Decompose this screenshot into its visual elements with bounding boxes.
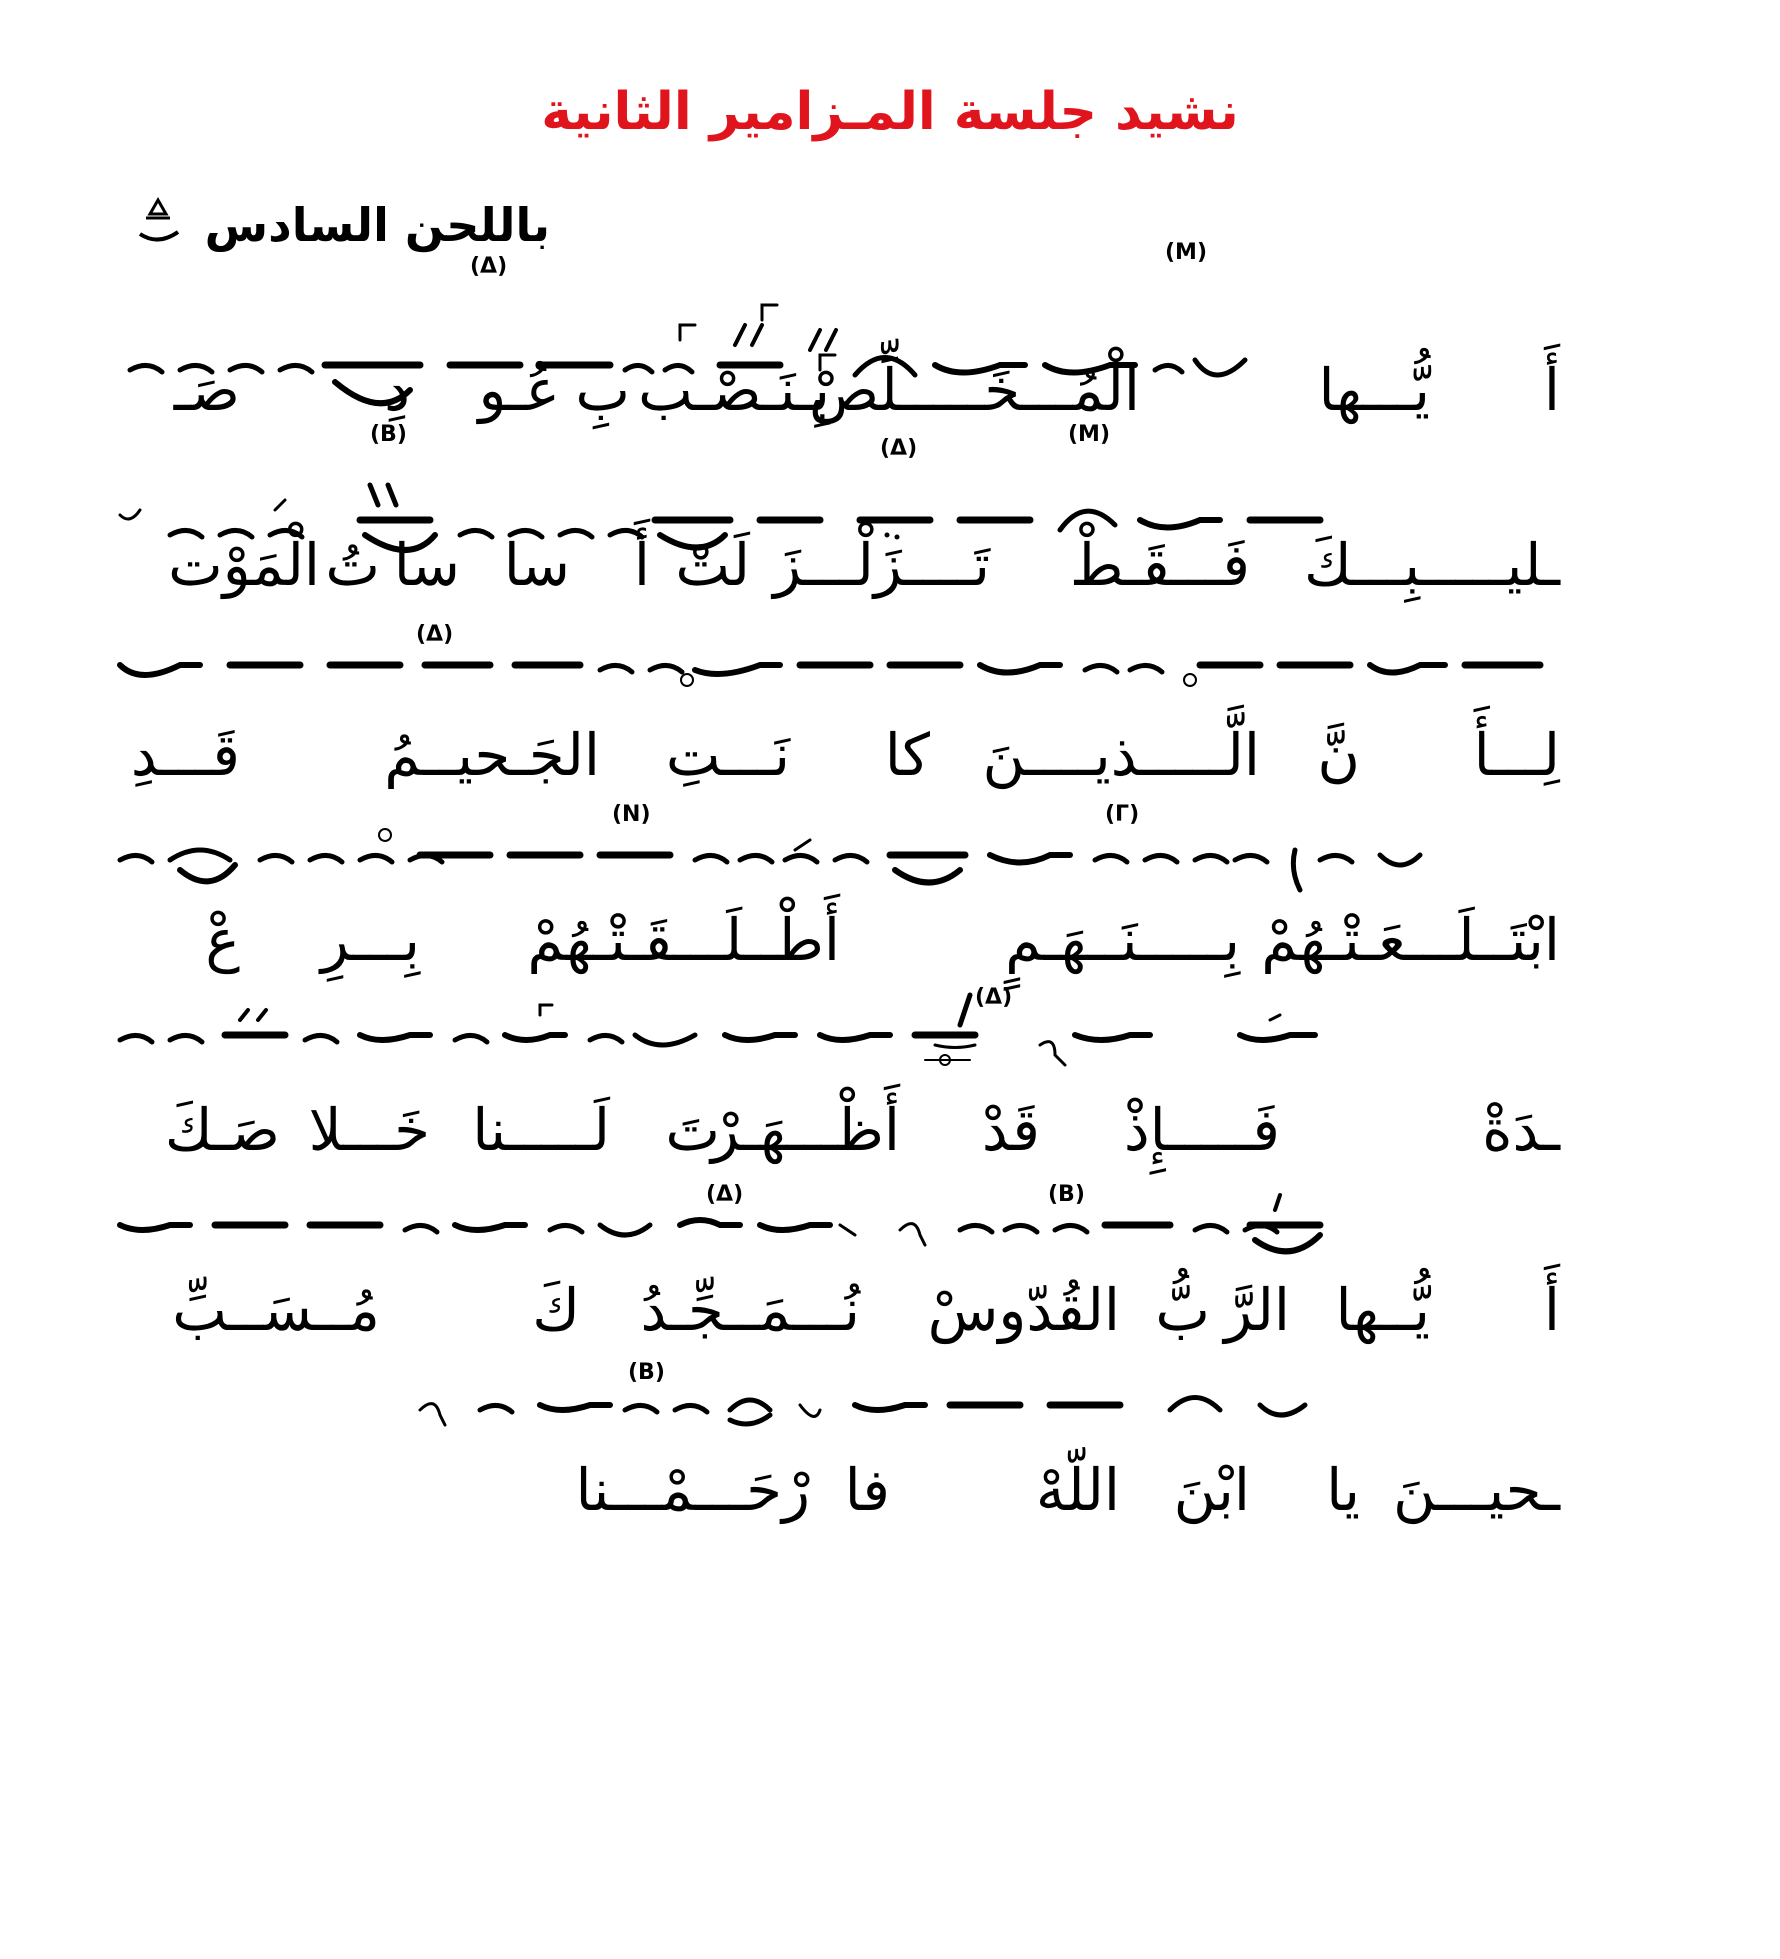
modifier-label: (Δ) bbox=[880, 436, 918, 461]
lyric-line-5 bbox=[120, 1085, 1680, 1175]
syllable: الْمُـــخَـــــلِّصْ bbox=[809, 356, 1140, 424]
modifier-label: (B) bbox=[628, 1360, 665, 1385]
syllable: تَــــزَلْـــزَ bbox=[773, 531, 990, 599]
syllable: نَـــتِ bbox=[665, 721, 790, 789]
modifier-label: (Δ) bbox=[706, 1182, 744, 1207]
syllable: أَطْــلَـــقَـتْـهُمْ bbox=[527, 906, 840, 974]
syllable: صَـكَ bbox=[164, 1096, 280, 1164]
syllable: أَظْـــهَـرْ bbox=[711, 1096, 900, 1164]
syllable: يُّــها bbox=[1335, 1276, 1430, 1344]
syllable: أَ bbox=[1543, 1276, 1560, 1344]
syllable: الَّـــــذيــــنَ bbox=[982, 721, 1260, 789]
modifier-label: (M) bbox=[1068, 422, 1111, 447]
modifier-label: (M) bbox=[1165, 240, 1208, 265]
modifier-label: (Δ) bbox=[470, 254, 508, 279]
syllable: رْحَـــمْـــنا bbox=[575, 1456, 810, 1524]
tone-label: باللحن السادس bbox=[204, 198, 550, 252]
lyric-line-7 bbox=[120, 1445, 1680, 1535]
syllable: مُــسَــبِّ bbox=[172, 1276, 380, 1344]
syllable: فَـــقَـطْ bbox=[1069, 531, 1250, 599]
page-title: نشيد جلسة المـزامير الثانية bbox=[541, 82, 1239, 142]
syllable: ـحيـــنَ bbox=[1392, 1456, 1560, 1524]
syllable: أَ bbox=[1543, 356, 1560, 424]
syllable: كا bbox=[884, 721, 930, 789]
syllable: عُـو bbox=[478, 356, 560, 424]
modifier-label: (B) bbox=[370, 422, 407, 447]
syllable: نَّ bbox=[1317, 721, 1360, 789]
syllable: القُدّوسْ bbox=[927, 1276, 1120, 1344]
syllable: قَدْ bbox=[981, 1096, 1040, 1164]
lyric-line-3 bbox=[120, 710, 1680, 800]
syllable: فا bbox=[844, 1456, 890, 1524]
syllable: بِـــرِ bbox=[320, 906, 420, 974]
syllable: تُ bbox=[325, 531, 380, 599]
syllable: الجَـحيــمُ bbox=[384, 721, 600, 789]
syllable: خَـــلا bbox=[308, 1096, 430, 1164]
syllable: دِ bbox=[384, 356, 410, 424]
syllable: ـليـــــبِـــكَ bbox=[1303, 531, 1560, 599]
syllable: قَـــدِ bbox=[130, 721, 240, 789]
modifier-label: (Γ) bbox=[1105, 802, 1140, 827]
lyric-line-4 bbox=[120, 895, 1680, 985]
syllable: نُـــمَــجِّـدُ bbox=[640, 1276, 860, 1344]
syllable: بِ bbox=[575, 356, 630, 424]
modifier-label: (Δ) bbox=[975, 985, 1013, 1010]
syllable: سا bbox=[503, 531, 570, 599]
lyric-line-6 bbox=[120, 1265, 1680, 1355]
syllable: لَتْ bbox=[675, 531, 750, 599]
syllable: يُّـــها bbox=[1318, 356, 1430, 424]
modifier-label: (N) bbox=[612, 802, 651, 827]
syllable: صَـ bbox=[173, 356, 240, 424]
modifier-label: (Δ) bbox=[416, 622, 454, 647]
syllable: لِـــأَ bbox=[1473, 721, 1560, 789]
syllable: أَ bbox=[633, 531, 650, 599]
syllable: سا bbox=[393, 531, 460, 599]
syllable: الْمَوْت bbox=[168, 531, 320, 599]
syllable: بِـنَـصْـب bbox=[638, 356, 830, 424]
syllable: بِـــــنَــهَـمٍ bbox=[1005, 906, 1240, 974]
syllable: تَ bbox=[665, 1096, 720, 1164]
syllable: الرَّ bbox=[1224, 1276, 1290, 1344]
syllable: ابْنَ bbox=[1173, 1456, 1250, 1524]
syllable: اللّهْ bbox=[1035, 1456, 1120, 1524]
syllable: بُّ bbox=[1155, 1276, 1210, 1344]
syllable: فَـــــإِذْ bbox=[1123, 1096, 1280, 1164]
tone-martyria-icon bbox=[128, 194, 188, 250]
syllable: كَ bbox=[532, 1276, 580, 1344]
syllable: ابْتَــلَـــعَـتْـهُمْ bbox=[1261, 906, 1560, 974]
syllable: ـدَةْ bbox=[1482, 1096, 1560, 1164]
lyric-line-1 bbox=[120, 345, 1680, 435]
syllable: عْ bbox=[205, 906, 240, 974]
modifier-label: (B) bbox=[1048, 1182, 1085, 1207]
syllable: لَـــــنا bbox=[472, 1096, 610, 1164]
lyric-line-2 bbox=[120, 520, 1680, 610]
syllable: يا bbox=[1326, 1456, 1360, 1524]
